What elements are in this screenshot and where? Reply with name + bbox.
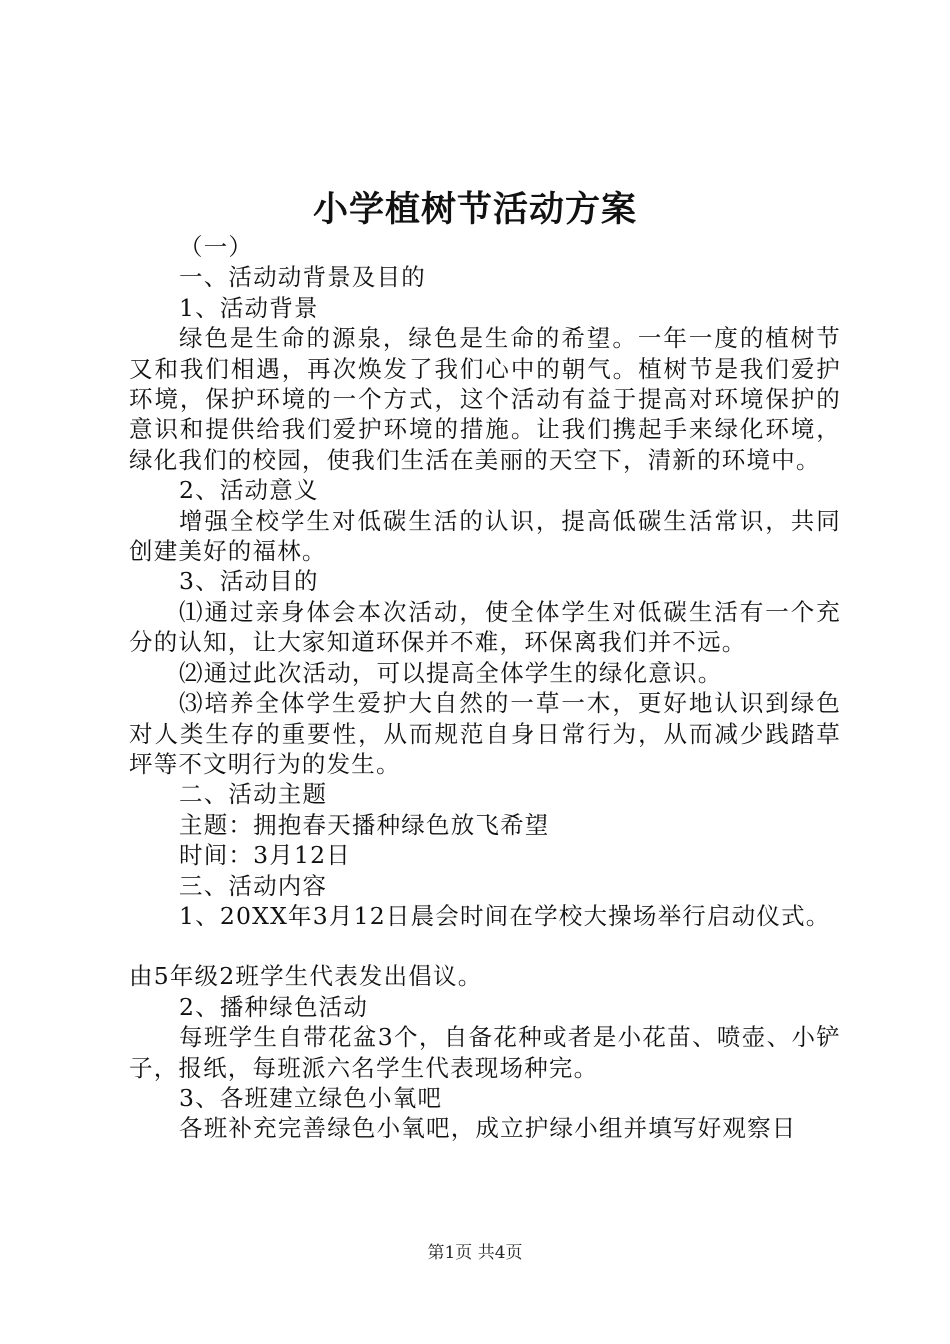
document-title: 小学植树节活动方案 bbox=[312, 189, 637, 230]
goal-item-3: ⑶培养全体学生爱护大自然的一草一木，更好地认识到绿色对人类生存的重要性，从而规范自身日常行为，从而减少践踏草坪等不文明行为的发生。 bbox=[129, 689, 841, 778]
subheading-goals: 3、活动目的 bbox=[179, 567, 319, 596]
page-number-footer: 第1页 共4页 bbox=[427, 1243, 523, 1263]
goal-item-1: ⑴通过亲身体会本次活动，使全体学生对低碳生活有一个充分的认知，让大家知道环保并不难，环保离我们并不远。 bbox=[129, 597, 841, 657]
document-body bbox=[129, 232, 841, 1144]
subheading-background: 1、活动背景 bbox=[179, 293, 319, 322]
content-item-1-continued: 由5年级2班学生代表发出倡议。 bbox=[129, 962, 483, 991]
paragraph-background: 绿色是生命的源泉，绿色是生命的希望。一年一度的植树节又和我们相遇，再次焕发了我们心中的朝气。植树节是我们爱护环境，保护环境的一个方式，这个活动有益于提高对环境保护的意识和提供给我们爱护环境的措施。让我们携起手来绿化环境，绿化我们的校园，使我们生活在美丽的天空下，清新的环境中。 bbox=[129, 324, 841, 474]
time-line: 时间：3月12日 bbox=[179, 841, 351, 870]
heading-theme: 二、活动主题 bbox=[179, 780, 328, 809]
content-item-1: 1、20XX年3月12日晨会时间在学校大操场举行启动仪式。 bbox=[179, 901, 831, 930]
goal-item-2: ⑵通过此次活动，可以提高全体学生的绿化意识。 bbox=[179, 658, 723, 687]
content-item-3-text: 各班补充完善绿色小氧吧，成立护绿小组并填写好观察日 bbox=[179, 1114, 797, 1143]
theme-line: 主题：拥抱春天播种绿色放飞希望 bbox=[179, 810, 550, 839]
content-item-2-text: 每班学生自带花盆3个，自备花种或者是小花苗、喷壶、小铲子，报纸，每班派六名学生代表现场种完。 bbox=[129, 1023, 841, 1082]
content-item-2-heading: 2、播种绿色活动 bbox=[179, 992, 369, 1021]
heading-content: 三、活动内容 bbox=[179, 871, 328, 900]
paragraph-significance: 增强全校学生对低碳生活的认识，提高低碳生活常识，共同创建美好的福林。 bbox=[129, 506, 841, 566]
content-item-3-heading: 3、各班建立绿色小氧吧 bbox=[179, 1083, 443, 1112]
subheading-significance: 2、活动意义 bbox=[179, 476, 319, 505]
section-marker: （一） bbox=[179, 233, 254, 261]
heading-background-goals: 一、活动动背景及目的 bbox=[179, 263, 426, 292]
